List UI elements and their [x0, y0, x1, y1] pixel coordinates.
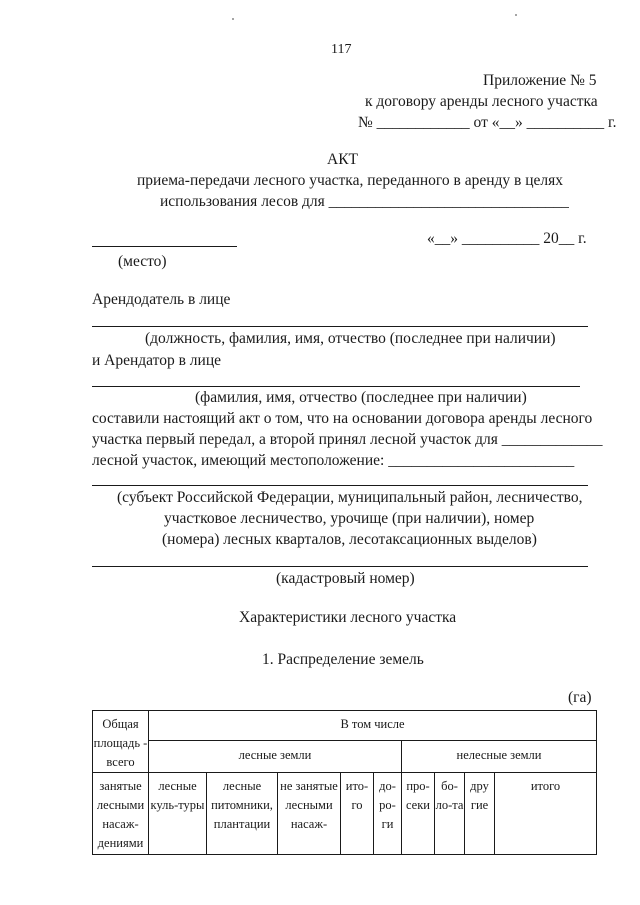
scan-speck: [232, 18, 234, 20]
landlord-hint: (должность, фамилия, имя, отчество (последнее при наличии): [145, 330, 556, 347]
paragraph-line-2: участка первый передал, а второй принял лесной участок для _____________: [92, 431, 603, 448]
col-header-clearings: про-секи: [402, 773, 435, 855]
section-1-title: 1. Распределение земель: [262, 651, 424, 668]
cadastral-hint: (кадастровый номер): [276, 570, 415, 587]
appendix-title: Приложение № 5: [483, 72, 597, 89]
col-header-forest-cultures: лесные куль-туры: [149, 773, 207, 855]
col-header-forest-total: ито-го: [341, 773, 374, 855]
tenant-hint: (фамилия, имя, отчество (последнее при наличии): [195, 389, 527, 406]
forest-lands-header: лесные земли: [149, 740, 402, 772]
place-blank-line: [92, 246, 237, 247]
land-distribution-table: [92, 710, 597, 855]
col-header-swamps: бо-ло-та: [435, 773, 465, 855]
tenant-blank-line: [92, 386, 580, 387]
location-blank-line: [92, 485, 588, 486]
location-hint-2: участковое лесничество, урочище (при наличии), номер: [164, 510, 535, 527]
nonforest-lands-header: нелесные земли: [402, 740, 597, 772]
including-header: В том числе: [149, 711, 597, 741]
place-label: (место): [118, 253, 167, 270]
cadastral-blank-line: [92, 566, 588, 567]
date-line: «__» __________ 20__ г.: [427, 230, 587, 247]
characteristics-title: Характеристики лесного участка: [239, 609, 457, 626]
col-header-nurseries: лесные питомники, плантации: [207, 773, 278, 855]
appendix-subtitle: к договору аренды лесного участка: [365, 93, 598, 110]
paragraph-line-1: составили настоящий акт о том, что на основании договора аренды лесного: [92, 410, 593, 427]
col-header-occupied: занятые лесными насаж-дениями: [93, 773, 149, 855]
table-header-row: [93, 773, 597, 855]
tenant-label: и Арендатор в лице: [92, 352, 221, 369]
total-area-header: Общая площадь - всего: [93, 711, 149, 773]
scan-speck: [515, 14, 517, 16]
landlord-blank-line: [92, 326, 588, 327]
col-header-other: дру гие: [465, 773, 495, 855]
unit-label: (га): [568, 689, 592, 706]
paragraph-line-3: лесной участок, имеющий местоположение: ________________________: [92, 452, 575, 469]
location-hint-3: (номера) лесных кварталов, лесотаксационных выделов): [162, 531, 537, 548]
col-header-nonforest-total: итого: [495, 773, 597, 855]
col-header-unoccupied: не занятые лесными насаж-: [278, 773, 341, 855]
landlord-label: Арендодатель в лице: [92, 291, 231, 308]
page-number: 117: [331, 42, 352, 57]
location-hint-1: (субъект Российской Федерации, муниципальный район, лесничество,: [117, 489, 583, 506]
appendix-number-line: № ____________ от «__» __________ г.: [358, 114, 617, 131]
act-title: АКТ: [327, 151, 358, 168]
col-header-roads: до-ро-ги: [374, 773, 402, 855]
act-line-2: использования лесов для _______________________________: [160, 193, 569, 210]
act-line-1: приема-передачи лесного участка, переданного в аренду в целях: [137, 172, 563, 189]
